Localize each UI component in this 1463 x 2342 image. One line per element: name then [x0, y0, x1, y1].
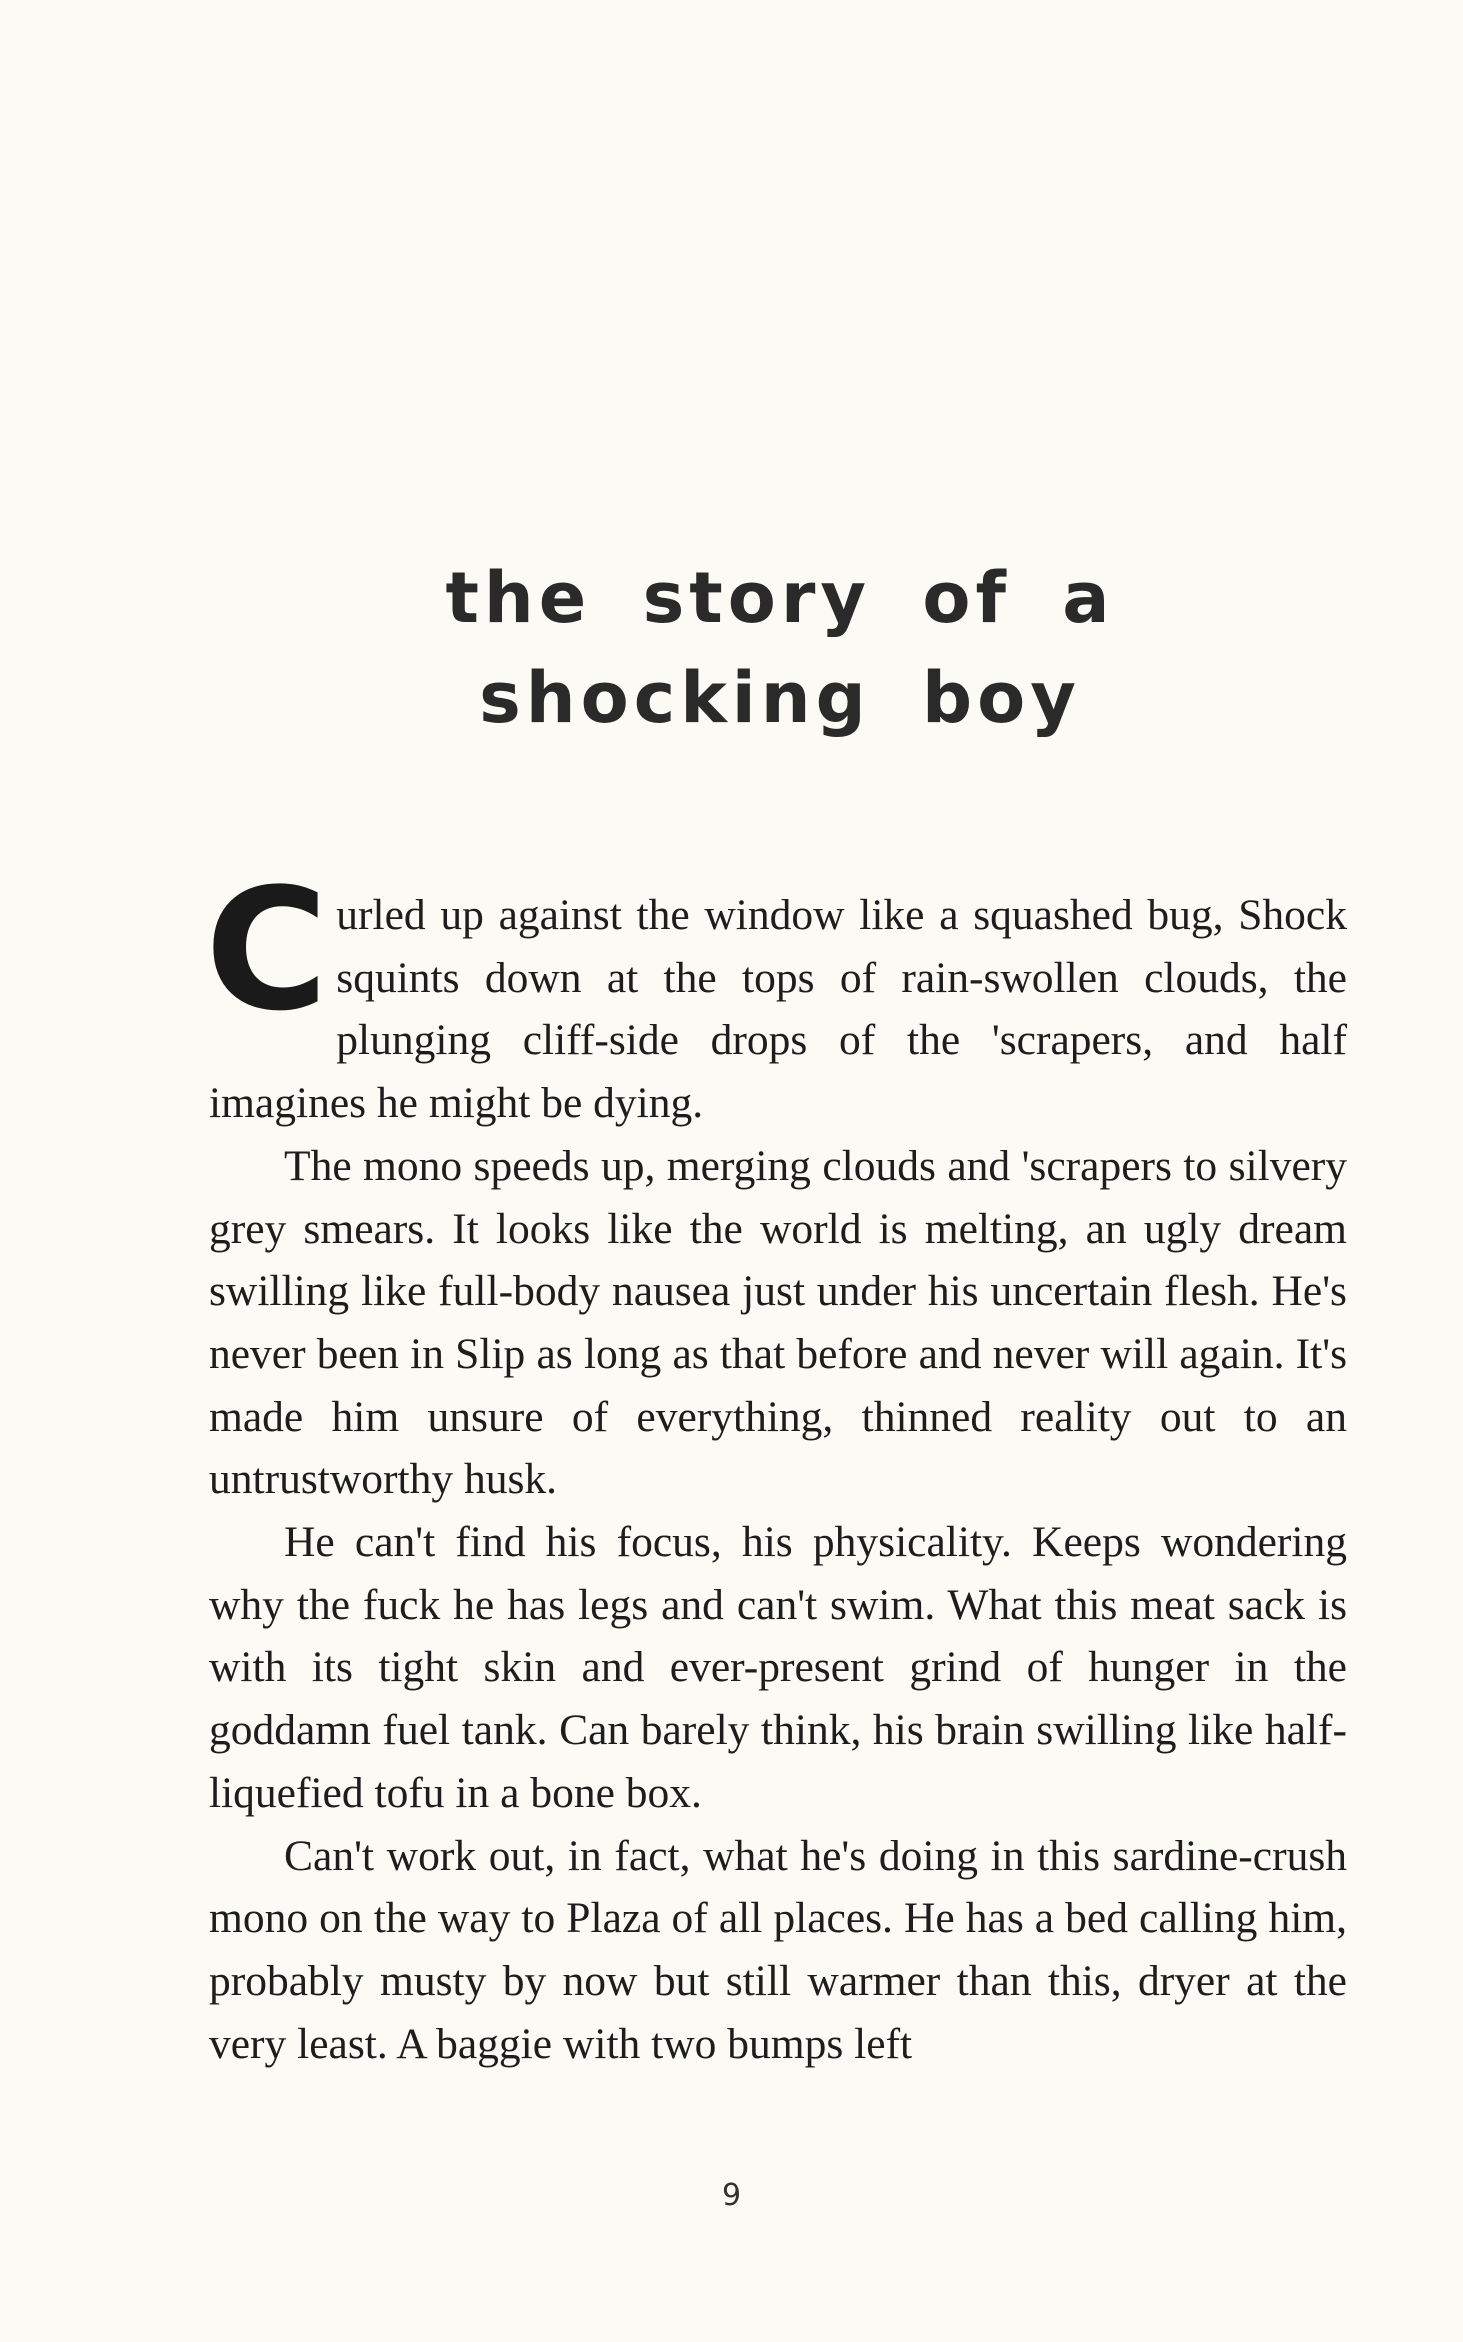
drop-cap: C [205, 852, 329, 1048]
paragraph-2: The mono speeds up, merging clouds and 'scrapers to silvery grey smears. It looks like the world is melting, an ugly dream swilling like full-body nausea just under his uncertain flesh. He's never been in Slip as long as that before and never will again. It's made him unsure of everything, thinned reality out to an untrustworthy husk. [209, 1141, 1347, 1504]
page-number: 9 [721, 2178, 742, 2213]
chapter-title-line-2: shocking boy [479, 657, 1081, 739]
paragraph-1-text: urled up against the window like a squashed bug, Shock squints down at the tops of rain-swollen clouds, the plunging cliff-side drops of the 'scrapers, and half imagines he might be dying. [209, 891, 1347, 1128]
body-text [205, 852, 1347, 2075]
paragraph-3: He can't find his focus, his physicality. Keeps wondering why the fuck he has legs and can't swim. What this meat sack is with its tight skin and ever-present grind of hunger in the goddamn fuel tank. Can barely think, his brain swilling like half-liquefied tofu in a bone box. [209, 1518, 1347, 1817]
chapter-title-line-1: the story of a [445, 557, 1115, 639]
paragraph-4: Can't work out, in fact, what he's doing in this sardine-crush mono on the way to Plaza of all places. He has a bed calling him, probably musty by now but still warmer than this, dryer at the very least. A baggie with two bumps left [209, 1831, 1347, 2068]
chapter-title [300, 548, 1260, 748]
paragraph-1 [205, 852, 1347, 1135]
